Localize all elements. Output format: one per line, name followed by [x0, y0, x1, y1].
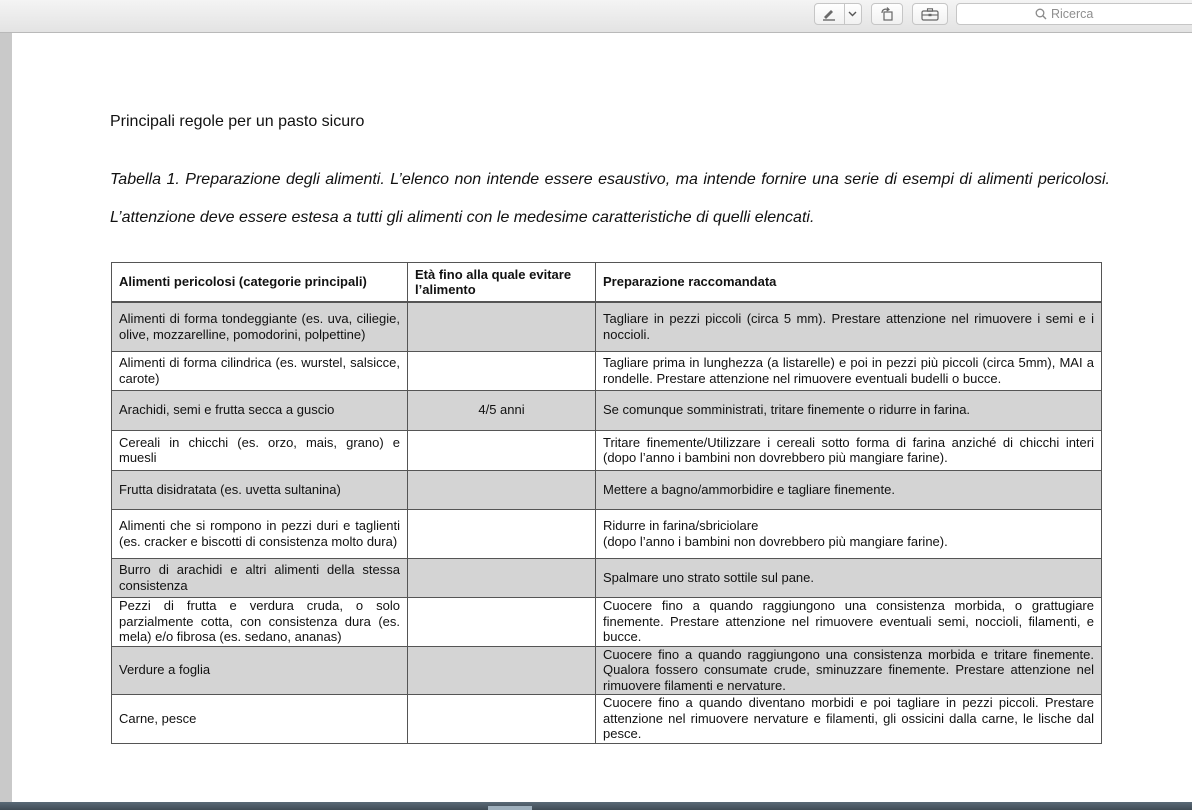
food-cell: Burro di arachidi e altri alimenti della stessa consistenza	[112, 558, 408, 597]
search-icon	[1035, 8, 1047, 20]
pen-icon	[821, 7, 837, 21]
preparation-cell: Cuocere fino a quando raggiungono una consistenza morbida e tritare finemente. Qualora fossero consumate crude, sminuzzare finemente. Prestare attenzione nel rimuovere filamenti e nervature.	[596, 646, 1102, 694]
table-row	[112, 430, 1102, 470]
search-box[interactable]	[956, 3, 1192, 25]
preparation-cell: Ridurre in farina/sbriciolare (dopo l’anno i bambini non dovrebbero più mangiare farine).	[596, 509, 1102, 558]
table-row	[112, 302, 1102, 351]
rotate-button[interactable]	[871, 3, 903, 25]
age-cell	[408, 351, 596, 390]
table-caption: Tabella 1. Preparazione degli alimenti. L’elenco non intende essere esaustivo, ma intende fornire una serie di esempi di alimenti pericolosi. L’attenzione deve essere estesa a tutti gli alimenti con le medesime caratteristiche di quelli elencati.	[110, 171, 1110, 226]
food-cell: Arachidi, semi e frutta secca a guscio	[112, 390, 408, 430]
age-cell: 4/5 anni	[408, 390, 596, 430]
table-row	[112, 351, 1102, 390]
table-row	[112, 646, 1102, 694]
food-cell: Carne, pesce	[112, 694, 408, 743]
markup-menu-button[interactable]	[845, 4, 861, 24]
rotate-icon	[879, 7, 895, 21]
preparation-cell: Tagliare in pezzi piccoli (circa 5 mm). Prestare attenzione nel rimuovere i semi e i noccioli.	[596, 302, 1102, 351]
preparation-cell: Se comunque somministrati, tritare finemente o ridurre in farina.	[596, 390, 1102, 430]
markup-button-group[interactable]	[814, 3, 862, 25]
search-input[interactable]	[1051, 7, 1171, 21]
table-row	[112, 509, 1102, 558]
header-age: Età fino alla quale evitare l’alimento	[408, 263, 596, 303]
table-row	[112, 597, 1102, 646]
age-cell	[408, 646, 596, 694]
table-row	[112, 470, 1102, 509]
toolbar	[0, 0, 1192, 33]
food-cell: Alimenti di forma cilindrica (es. wurstel, salsicce, carote)	[112, 351, 408, 390]
table-row	[112, 558, 1102, 597]
header-preparation: Preparazione raccomandata	[596, 263, 1102, 303]
food-cell: Frutta disidratata (es. uvetta sultanina)	[112, 470, 408, 509]
food-cell: Cereali in chicchi (es. orzo, mais, grano) e muesli	[112, 430, 408, 470]
table-header-row	[112, 263, 1102, 303]
age-cell	[408, 509, 596, 558]
preparation-cell: Spalmare uno strato sottile sul pane.	[596, 558, 1102, 597]
chevron-down-icon	[848, 11, 857, 17]
food-cell: Alimenti che si rompono in pezzi duri e taglienti (es. cracker e biscotti di consistenza molto dura)	[112, 509, 408, 558]
document-page	[12, 33, 1192, 802]
preparation-cell: Cuocere fino a quando raggiungono una consistenza morbida, o grattugiare finemente. Prestare attenzione nel rimuovere eventuali semi, noccioli, filamenti, e bucce.	[596, 597, 1102, 646]
age-cell	[408, 694, 596, 743]
age-cell	[408, 597, 596, 646]
preparation-cell: Tagliare prima in lunghezza (a listarelle) e poi in pezzi più piccoli (circa 5mm), MAI a rondelle. Prestare attenzione nel rimuovere eventuali budelli o bucce.	[596, 351, 1102, 390]
preparation-cell: Cuocere fino a quando diventano morbidi e poi tagliare in pezzi piccoli. Prestare attenzione nel rimuovere nervature e filamenti, gli ossicini dalla carne, le lische dal pesce.	[596, 694, 1102, 743]
age-cell	[408, 430, 596, 470]
table-row	[112, 694, 1102, 743]
food-cell: Verdure a foglia	[112, 646, 408, 694]
dock-strip	[0, 802, 1192, 810]
table-row	[112, 390, 1102, 430]
age-cell	[408, 558, 596, 597]
toolbox-icon	[921, 8, 939, 21]
age-cell	[408, 302, 596, 351]
header-foods: Alimenti pericolosi (categorie principali)	[112, 263, 408, 303]
food-preparation-table	[111, 262, 1102, 744]
food-cell: Alimenti di forma tondeggiante (es. uva, ciliegie, olive, mozzarelline, pomodorini, polpettine)	[112, 302, 408, 351]
age-cell	[408, 470, 596, 509]
document-title: Principali regole per un pasto sicuro	[110, 113, 365, 130]
preparation-cell: Tritare finemente/Utilizzare i cereali sotto forma di farina anziché di chicchi interi (dopo l’anno i bambini non dovrebbero più mangiare farine).	[596, 430, 1102, 470]
preparation-cell: Mettere a bagno/ammorbidire e tagliare finemente.	[596, 470, 1102, 509]
dock-item[interactable]	[488, 806, 532, 810]
food-cell: Pezzi di frutta e verdura cruda, o solo parzialmente cotta, con consistenza dura (es. mela) e/o fibrosa (es. sedano, ananas)	[112, 597, 408, 646]
markup-button[interactable]	[815, 4, 845, 24]
toolbox-button[interactable]	[912, 3, 948, 25]
